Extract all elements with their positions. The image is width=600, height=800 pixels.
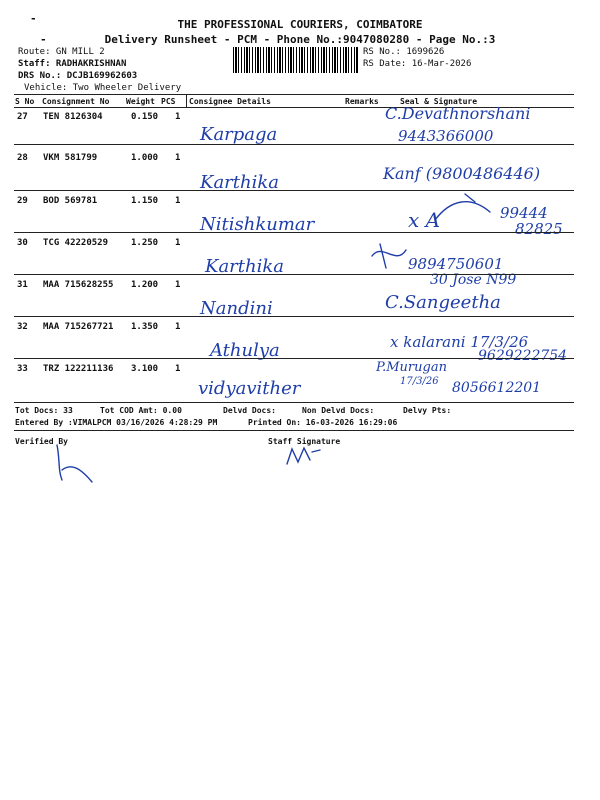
signature-phone: 9443366000 (398, 127, 494, 145)
row-pcs: 1 (175, 196, 181, 206)
row-sno: 27 (17, 112, 28, 122)
signature-phone: 8056612201 (452, 380, 542, 396)
row-pcs: 1 (175, 364, 181, 374)
row-sno: 28 (17, 153, 28, 163)
col-header-remarks: Remarks (345, 97, 379, 106)
consignee-handwriting: Athulya (210, 340, 280, 361)
total-cod-amount: Tot COD Amt: 0.00 (100, 406, 182, 415)
signature-phone: 9629222754 (478, 348, 568, 364)
entered-by: Entered By :VIMALPCM 03/16/2026 4:28:29 PM (15, 418, 218, 427)
signature-handwriting: C.Sangeetha (385, 292, 501, 313)
row-weight: 0.150 (131, 112, 159, 122)
signature-scribble (370, 240, 410, 270)
row-divider (14, 274, 574, 275)
page-subtitle: Delivery Runsheet - PCM - Phone No.:9047080280 - Page No.:3 (104, 33, 496, 46)
footer-rule (14, 430, 574, 431)
page-title: THE PROFESSIONAL COURIERS, COIMBATORE (177, 18, 423, 31)
row-pcs: 1 (175, 153, 181, 163)
row-consignment-no: MAA 715267721 (43, 322, 114, 332)
signature-date: 17/3/26 (400, 376, 439, 387)
drs-label: DRS No.: DCJB169962603 (18, 71, 138, 81)
row-consignment-no: TRZ 122211136 (43, 364, 114, 374)
signature-scribble (430, 190, 500, 230)
corner-mark: - (30, 12, 37, 25)
consignee-handwriting: Nandini (200, 298, 273, 319)
row-pcs: 1 (175, 322, 181, 332)
signature-handwriting: P.Murugan (376, 360, 447, 375)
col-header-consignee: Consignee Details (189, 97, 271, 106)
col-header-consignment: Consignment No (42, 97, 110, 106)
row-consignment-no: BOD 569781 (43, 196, 98, 206)
row-sno: 29 (17, 196, 28, 206)
consignee-handwriting: Nitishkumar (200, 214, 315, 235)
row-pcs: 1 (175, 238, 181, 248)
verified-by-label: Verified By (15, 437, 68, 446)
signature-handwriting: C.Devathnorshani (385, 104, 531, 123)
table-top-rule (14, 94, 574, 95)
col-header-weight: Weight (126, 97, 155, 106)
row-sno: 33 (17, 364, 28, 374)
row-weight: 1.200 (131, 280, 159, 290)
consignee-handwriting: Karthika (200, 172, 280, 193)
col-header-signature: Seal & Signature (400, 97, 478, 106)
route-label: Route: GN MILL 2 (18, 47, 105, 57)
row-pcs: 1 (175, 112, 181, 122)
row-sno: 31 (17, 280, 28, 290)
subtitle-mark: - (40, 33, 47, 46)
barcode (233, 47, 359, 73)
consignee-handwriting: Karthika (205, 256, 285, 277)
signature-phone: 99444 (500, 204, 548, 222)
row-consignment-no: MAA 715628255 (43, 280, 114, 290)
row-sno: 30 (17, 238, 28, 248)
non-delivered-docs: Non Delvd Docs: (302, 406, 375, 415)
signature-phone: 82825 (515, 220, 563, 238)
staff-signature-mark (284, 444, 324, 469)
table-bottom-rule (14, 402, 574, 403)
vehicle-label: Vehicle: Two Wheeler Delivery (24, 83, 182, 93)
signature-handwriting: 30 Jose N99 (430, 272, 517, 288)
row-weight: 3.100 (131, 364, 159, 374)
col-header-sno: S No (15, 97, 35, 106)
row-divider (14, 232, 574, 233)
total-docs: Tot Docs: 33 (15, 406, 73, 415)
rs-number: RS No.: 1699626 (363, 47, 445, 57)
row-divider (14, 144, 574, 145)
row-divider (14, 316, 574, 317)
row-pcs: 1 (175, 280, 181, 290)
delivery-points: Delvy Pts: (403, 406, 452, 415)
staff-signature-label: Staff Signature (268, 437, 341, 446)
col-header-pcs: PCS (161, 97, 176, 106)
signature-handwriting: x kalarani 17/3/26 (390, 333, 529, 351)
signature-handwriting: x A (408, 208, 441, 232)
staff-label: Staff: RADHAKRISHNAN (18, 59, 127, 69)
signature-handwriting: Kanf (9800486446) (383, 164, 541, 183)
row-weight: 1.150 (131, 196, 159, 206)
signature-phone: 9894750601 (408, 255, 504, 273)
consignee-handwriting: vidyavither (198, 378, 301, 399)
consignee-handwriting: Karpaga (200, 124, 278, 145)
row-sno: 32 (17, 322, 28, 332)
verifier-signature-mark (52, 440, 102, 485)
rs-date: RS Date: 16-Mar-2026 (363, 59, 472, 69)
row-consignment-no: TCG 42220529 (43, 238, 109, 248)
printed-on: Printed On: 16-03-2026 16:29:06 (248, 418, 398, 427)
row-divider (14, 358, 574, 359)
row-consignment-no: VKM 581799 (43, 153, 98, 163)
row-weight: 1.000 (131, 153, 159, 163)
row-weight: 1.250 (131, 238, 159, 248)
col-divider (186, 95, 187, 107)
row-weight: 1.350 (131, 322, 159, 332)
delivered-docs: Delvd Docs: (223, 406, 276, 415)
row-consignment-no: TEN 8126304 (43, 112, 103, 122)
